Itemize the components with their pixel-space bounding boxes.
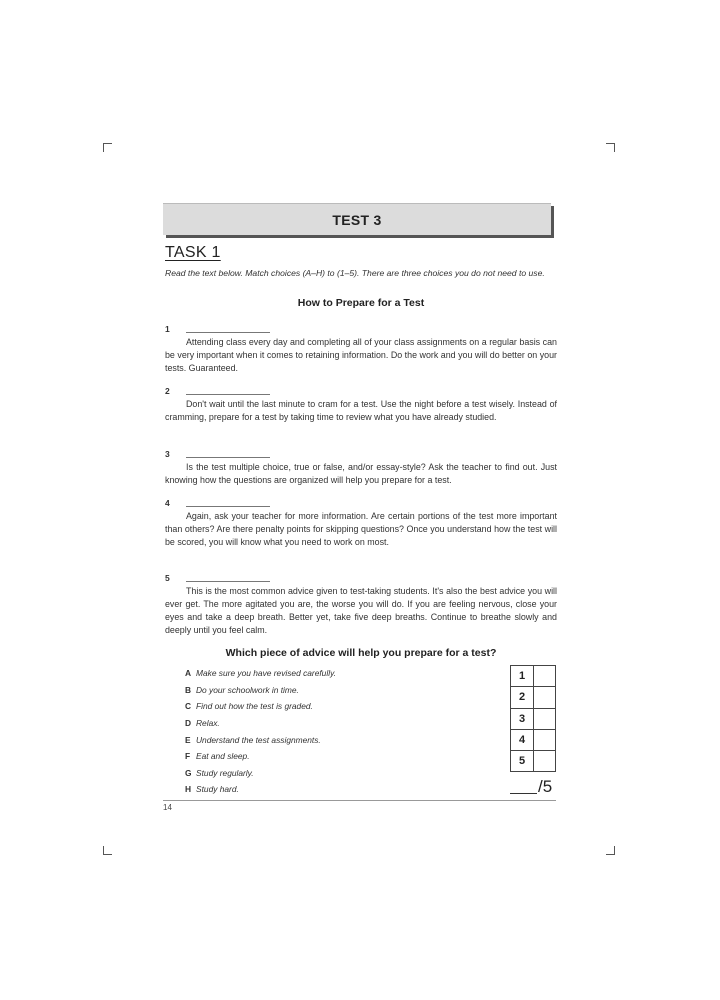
footer-divider	[163, 800, 556, 801]
choice-text: Relax.	[196, 718, 220, 729]
choice-h	[185, 781, 485, 798]
paragraph-1	[165, 323, 557, 375]
choice-letter: F	[185, 751, 191, 762]
score-blank[interactable]	[510, 793, 537, 794]
task-title: TASK 1	[165, 244, 221, 261]
paragraph-text: Again, ask your teacher for more information. Are certain portions of the test more important than others? Are there penalty points for skipping questions? Once you understand how the test will be scored, you will know what you need to work on most.	[165, 511, 557, 547]
heading-answer-line[interactable]	[186, 581, 270, 582]
choice-text: Study hard.	[196, 784, 239, 795]
paragraph-text: Attending class every day and completing all of your class assignments on a regular basis can be very important when it comes to retaining information. Do the work and you will do better on your tests. Guaranteed.	[165, 337, 557, 373]
answer-box[interactable]	[534, 666, 555, 686]
choice-text: Eat and sleep.	[196, 751, 250, 762]
paragraph-number: 4	[165, 498, 170, 508]
choice-a	[185, 665, 485, 682]
choice-letter: C	[185, 701, 192, 712]
choice-b	[185, 682, 485, 699]
paragraph-5	[165, 572, 557, 637]
paragraph-text: Don't wait until the last minute to cram for a test. Use the night before a test wisely. Instead of cramming, prepare for a test by taking time to review what you have already studied.	[165, 399, 557, 422]
heading-answer-line[interactable]	[186, 332, 270, 333]
paragraph-2	[165, 385, 557, 424]
crop-mark-bottom-left	[103, 846, 112, 855]
heading-answer-line[interactable]	[186, 394, 270, 395]
question-heading: Which piece of advice will help you prepare for a test?	[225, 647, 497, 659]
choice-g	[185, 765, 485, 782]
choice-text: Make sure you have revised carefully.	[196, 668, 336, 679]
test-title-banner	[163, 203, 551, 235]
answer-box[interactable]	[534, 709, 555, 729]
crop-mark-top-right	[606, 143, 615, 152]
answer-row-number: 3	[511, 709, 534, 729]
paragraph-number: 2	[165, 386, 170, 396]
score-field	[510, 777, 558, 797]
choice-d	[185, 715, 485, 732]
paragraph-number: 1	[165, 324, 170, 334]
task-instructions: Read the text below. Match choices (A–H) to (1–5). There are three choices you do not need to use.	[165, 268, 545, 278]
paragraph-number: 5	[165, 573, 170, 583]
answer-row-number: 5	[511, 751, 534, 771]
answer-row-4	[511, 730, 555, 751]
choice-letter: H	[185, 784, 192, 795]
answer-row-number: 2	[511, 687, 534, 707]
answer-row-number: 4	[511, 730, 534, 750]
choice-text: Find out how the test is graded.	[196, 701, 313, 712]
choice-text: Do your schoolwork in time.	[196, 684, 299, 695]
choice-letter: B	[185, 684, 192, 695]
paragraph-text: This is the most common advice given to test-taking students. It's also the best advice you will ever get. The more agitated you are, the worse you will do. If you are feeling nervous, close your eyes and take a deep breath. Better yet, take five deep breaths. Continue to breathe slowly and deeply until you feel calm.	[165, 586, 557, 635]
paragraph-number: 3	[165, 449, 170, 459]
choice-letter: E	[185, 734, 191, 745]
choice-letter: D	[185, 718, 192, 729]
choice-c	[185, 698, 485, 715]
paragraph-4	[165, 497, 557, 549]
answer-row-5	[511, 751, 555, 772]
answer-box[interactable]	[534, 687, 555, 707]
choice-f	[185, 748, 485, 765]
answer-row-2	[511, 687, 555, 708]
choice-text: Understand the test assignments.	[196, 734, 321, 745]
page-number: 14	[163, 803, 172, 812]
answer-row-number: 1	[511, 666, 534, 686]
crop-mark-top-left	[103, 143, 112, 152]
score-total: /5	[538, 777, 553, 796]
test-title: TEST 3	[332, 211, 382, 228]
choice-letter: A	[185, 668, 192, 679]
choice-list	[185, 665, 485, 798]
choice-e	[185, 731, 485, 748]
answer-row-3	[511, 709, 555, 730]
heading-answer-line[interactable]	[186, 457, 270, 458]
article-title: How to Prepare for a Test	[297, 297, 425, 309]
choice-text: Study regularly.	[196, 767, 254, 778]
answer-box[interactable]	[534, 751, 555, 771]
paragraph-3	[165, 448, 557, 487]
crop-mark-bottom-right	[606, 846, 615, 855]
answer-row-1	[511, 666, 555, 687]
choice-letter: G	[185, 767, 192, 778]
heading-answer-line[interactable]	[186, 506, 270, 507]
paragraph-text: Is the test multiple choice, true or false, and/or essay-style? Ask the teacher to find out. Just knowing how the questions are organized will help you prepare for a test.	[165, 462, 557, 485]
answer-box[interactable]	[534, 730, 555, 750]
answer-grid	[510, 665, 556, 772]
